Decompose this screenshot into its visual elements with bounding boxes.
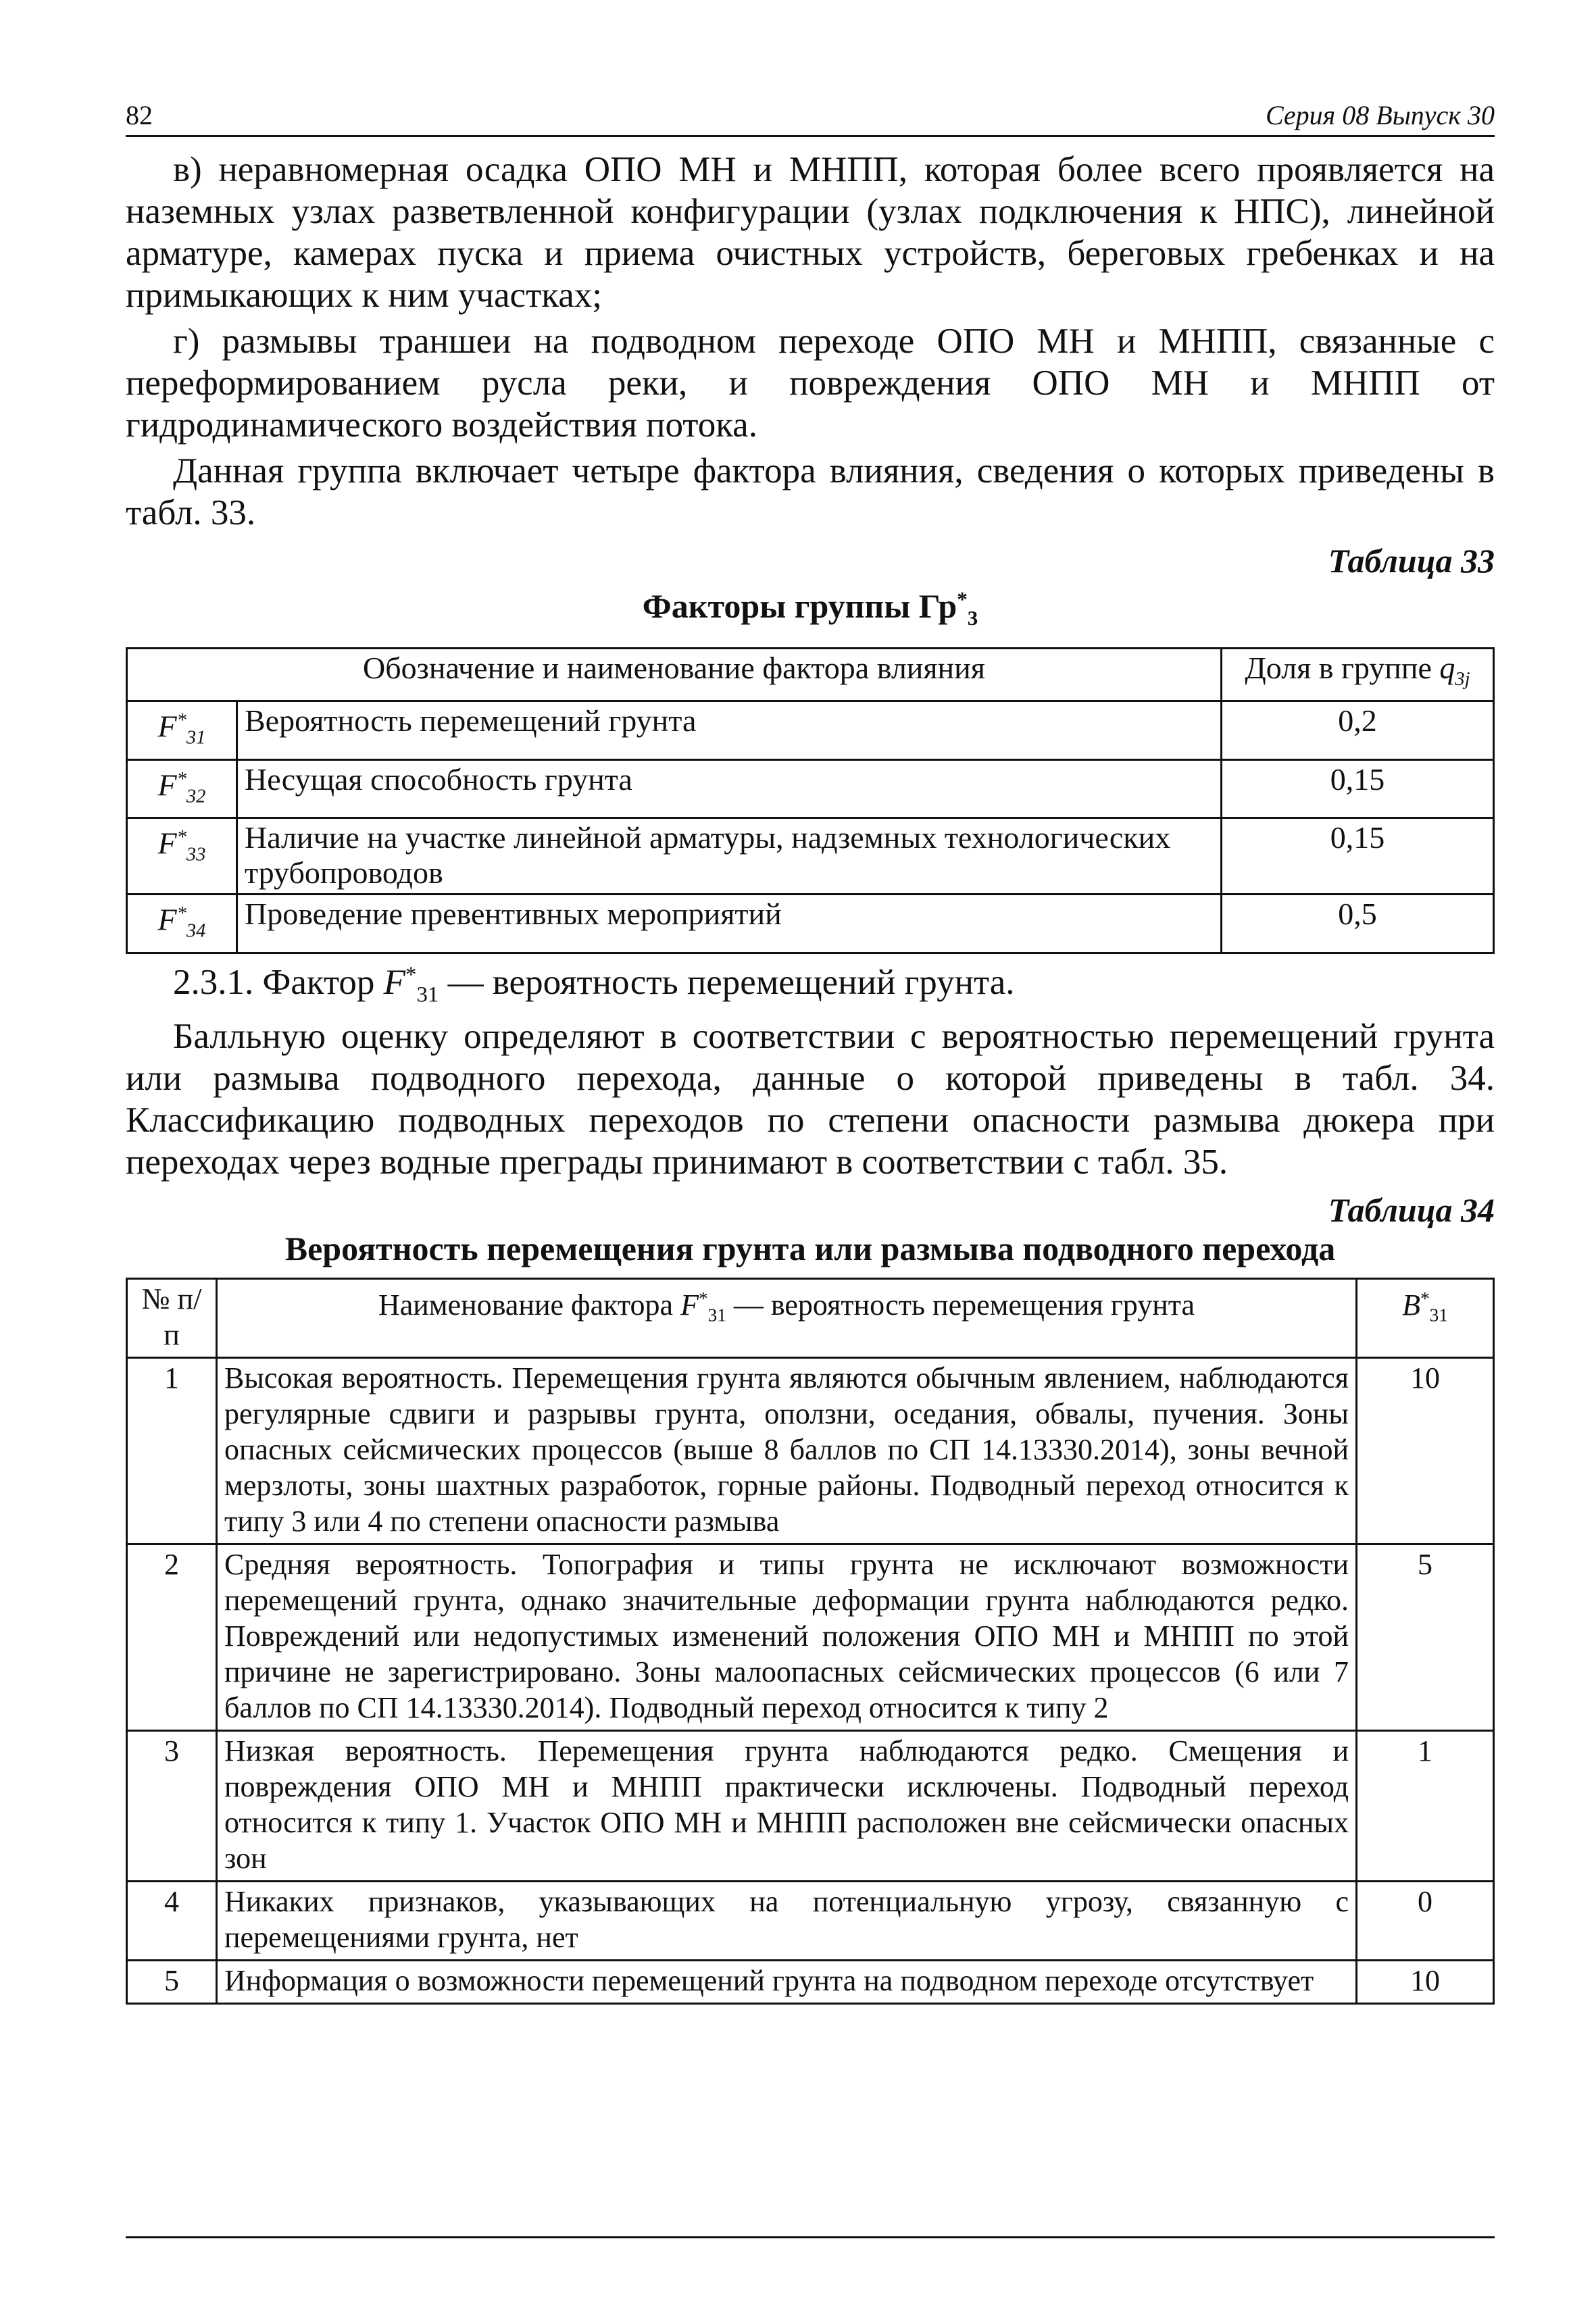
table33-title-sup: *: [957, 587, 968, 611]
factor-symbol-letter: F: [157, 902, 177, 937]
table-row: [127, 1961, 1494, 2004]
row-description: Информация о возможности перемещений грунта на подводном переходе отсутствует: [217, 1961, 1357, 2004]
row-score: 10: [1357, 1961, 1494, 2004]
factor-symbol-sub: 34: [186, 920, 206, 942]
table33-label: Таблица 33: [1328, 542, 1495, 580]
table-row: [127, 1358, 1494, 1544]
table34-header-row: [127, 1279, 1494, 1358]
row-score: 5: [1357, 1544, 1494, 1731]
factor-symbol-letter: F: [157, 826, 177, 861]
factor-symbol-sub: 31: [186, 727, 206, 749]
factor-symbol-sup: *: [176, 827, 186, 849]
table-row: [127, 1731, 1494, 1882]
table34-header-name-suffix: — вероятность перемещения грунта: [726, 1288, 1195, 1322]
factor-symbol: [127, 818, 237, 895]
factor-symbol-sub: 33: [186, 844, 206, 865]
row-description: Высокая вероятность. Перемещения грунта являются обычным явлением, наблюдаются регулярные сдвиги и разрывы грунта, оползни, оседания, обвалы, пучения. Зоны опасных сейсмических процессов (выше 8 баллов по СП 14.13330.2014), зоны вечной мерзлоты, зоны шахтных разработок, горные районы. Подводный переход относится к типу 3 или 4 по степени опасности размыва: [217, 1358, 1357, 1544]
page-number: 82: [126, 100, 153, 130]
section-heading-sym: F: [383, 962, 406, 1002]
row-description: Низкая вероятность. Перемещения грунта наблюдаются редко. Смещения и повреждения ОПО МН и МНПП практически исключены. Подводный переход относится к типу 1. Участок ОПО МН и МНПП расположен вне сейсмически опасных зон: [217, 1731, 1357, 1882]
factor-name: Наличие на участке линейной арматуры, надземных технологических трубопроводов: [237, 818, 1222, 895]
footer-rule: [126, 2236, 1495, 2238]
section-heading-sub: 31: [416, 982, 439, 1007]
factor-share: 0,15: [1222, 759, 1494, 818]
row-score: 10: [1357, 1358, 1494, 1544]
table34-header-name: [217, 1279, 1357, 1358]
paragraph-item-g: г) размывы траншеи на подводном переходе ОПО МН и МНПП, связанные с переформированием русла реки, и повреждения ОПО МН и МНПП от гидродинамического воздействия потока.: [126, 322, 1495, 445]
factor-symbol-sup: *: [176, 903, 186, 925]
table33-title-text: Факторы группы Гр: [642, 587, 957, 626]
table-row: [127, 1544, 1494, 1731]
table34-header-score-sym: B: [1402, 1288, 1420, 1322]
table34-header-score: [1357, 1279, 1494, 1358]
factor-name: Проведение превентивных мероприятий: [237, 895, 1222, 953]
factor-symbol-sub: 32: [186, 786, 206, 807]
table34-header-name-sub: 31: [707, 1305, 726, 1326]
factor-symbol: [127, 759, 237, 818]
table-row: [127, 818, 1494, 895]
row-score: 1: [1357, 1731, 1494, 1882]
factor-name: Несущая способность грунта: [237, 759, 1222, 818]
series-title: Серия 08 Выпуск 30: [1265, 100, 1495, 130]
section-heading: [126, 954, 1495, 1016]
section-heading-suffix: — вероятность перемещений грунта.: [439, 962, 1015, 1002]
row-number: 1: [127, 1358, 217, 1544]
factor-symbol-letter: F: [157, 709, 177, 744]
factor-symbol: [127, 701, 237, 759]
factor-symbol: [127, 895, 237, 953]
row-description: Никаких признаков, указывающих на потенциальную угрозу, связанную с перемещениями грунта, нет: [217, 1882, 1357, 1961]
table33-title: [126, 580, 1495, 638]
factor-symbol-sup: *: [176, 709, 186, 731]
factor-share: 0,5: [1222, 895, 1494, 953]
row-number: 3: [127, 1731, 217, 1882]
factor-name: Вероятность перемещений грунта: [237, 701, 1222, 759]
factor-share: 0,15: [1222, 818, 1494, 895]
table34-label: Таблица 34: [1328, 1191, 1495, 1230]
page-body: [126, 149, 1495, 2005]
table34: [126, 1278, 1495, 2005]
paragraph-item-v: в) неравномерная осадка ОПО МН и МНПП, которая более всего проявляется на наземных узлах разветвленной конфигурации (узлах подключения к НПС), линейной арматуре, камерах пуска и приема очистных устройств, береговых гребенках и на примыкающих к ним участках;: [126, 150, 1495, 315]
table34-title: Вероятность перемещения грунта или размыва подводного перехода: [284, 1230, 1336, 1268]
table33-header-name: Обозначение и наименование фактора влияния: [127, 648, 1222, 701]
table-row: [127, 759, 1494, 818]
table34-header-name-sym: F: [680, 1288, 699, 1322]
section-heading-prefix: 2.3.1. Фактор: [173, 962, 384, 1002]
section-text: Балльную оценку определяют в соответствии с вероятностью перемещений грунта или размыва подводного перехода, данные о которой приведены в табл. 34. Классификацию подводных переходов по степени опасности размыва дюкера при переходах через водные преграды принимают в соответствии с табл. 35.: [126, 1017, 1495, 1182]
table34-header-num: № п/п: [127, 1279, 217, 1358]
table34-header-score-sub: 31: [1429, 1305, 1448, 1326]
table33-header-share-text: Доля в группе: [1245, 650, 1440, 685]
table34-header-name-sup: *: [698, 1288, 708, 1309]
running-header: [126, 100, 1495, 137]
row-description: Средняя вероятность. Топография и типы грунта не исключают возможности перемещений грунта, однако значительные деформации грунта наблюдаются редко. Повреждений или недопустимых изменений положения ОПО МН и МНПП по этой причине не зарегистрировано. Зоны малоопасных сейсмических процессов (6 или 7 баллов по СП 14.13330.2014). Подводный переход относится к типу 2: [217, 1544, 1357, 1731]
table33-header-share-sym: q: [1439, 650, 1455, 685]
table34-header-name-prefix: Наименование фактора: [378, 1288, 681, 1322]
table34-header-score-sup: *: [1420, 1288, 1430, 1309]
table33-title-sub: 3: [967, 605, 978, 630]
table33: [126, 647, 1495, 954]
table33-header-share: [1222, 648, 1494, 701]
table-row: [127, 701, 1494, 759]
table-row: [127, 895, 1494, 953]
table33-header-share-sub: 3j: [1455, 668, 1470, 690]
section-heading-sup: *: [405, 962, 417, 987]
row-number: 2: [127, 1544, 217, 1731]
row-number: 5: [127, 1961, 217, 2004]
table33-header-row: [127, 648, 1494, 701]
factor-share: 0,2: [1222, 701, 1494, 759]
table-row: [127, 1882, 1494, 1961]
paragraph-group-intro: Данная группа включает четыре фактора влияния, сведения о которых приведены в табл. 33.: [126, 451, 1495, 532]
factor-symbol-letter: F: [157, 768, 177, 803]
factor-symbol-sup: *: [176, 768, 186, 790]
row-score: 0: [1357, 1882, 1494, 1961]
row-number: 4: [127, 1882, 217, 1961]
